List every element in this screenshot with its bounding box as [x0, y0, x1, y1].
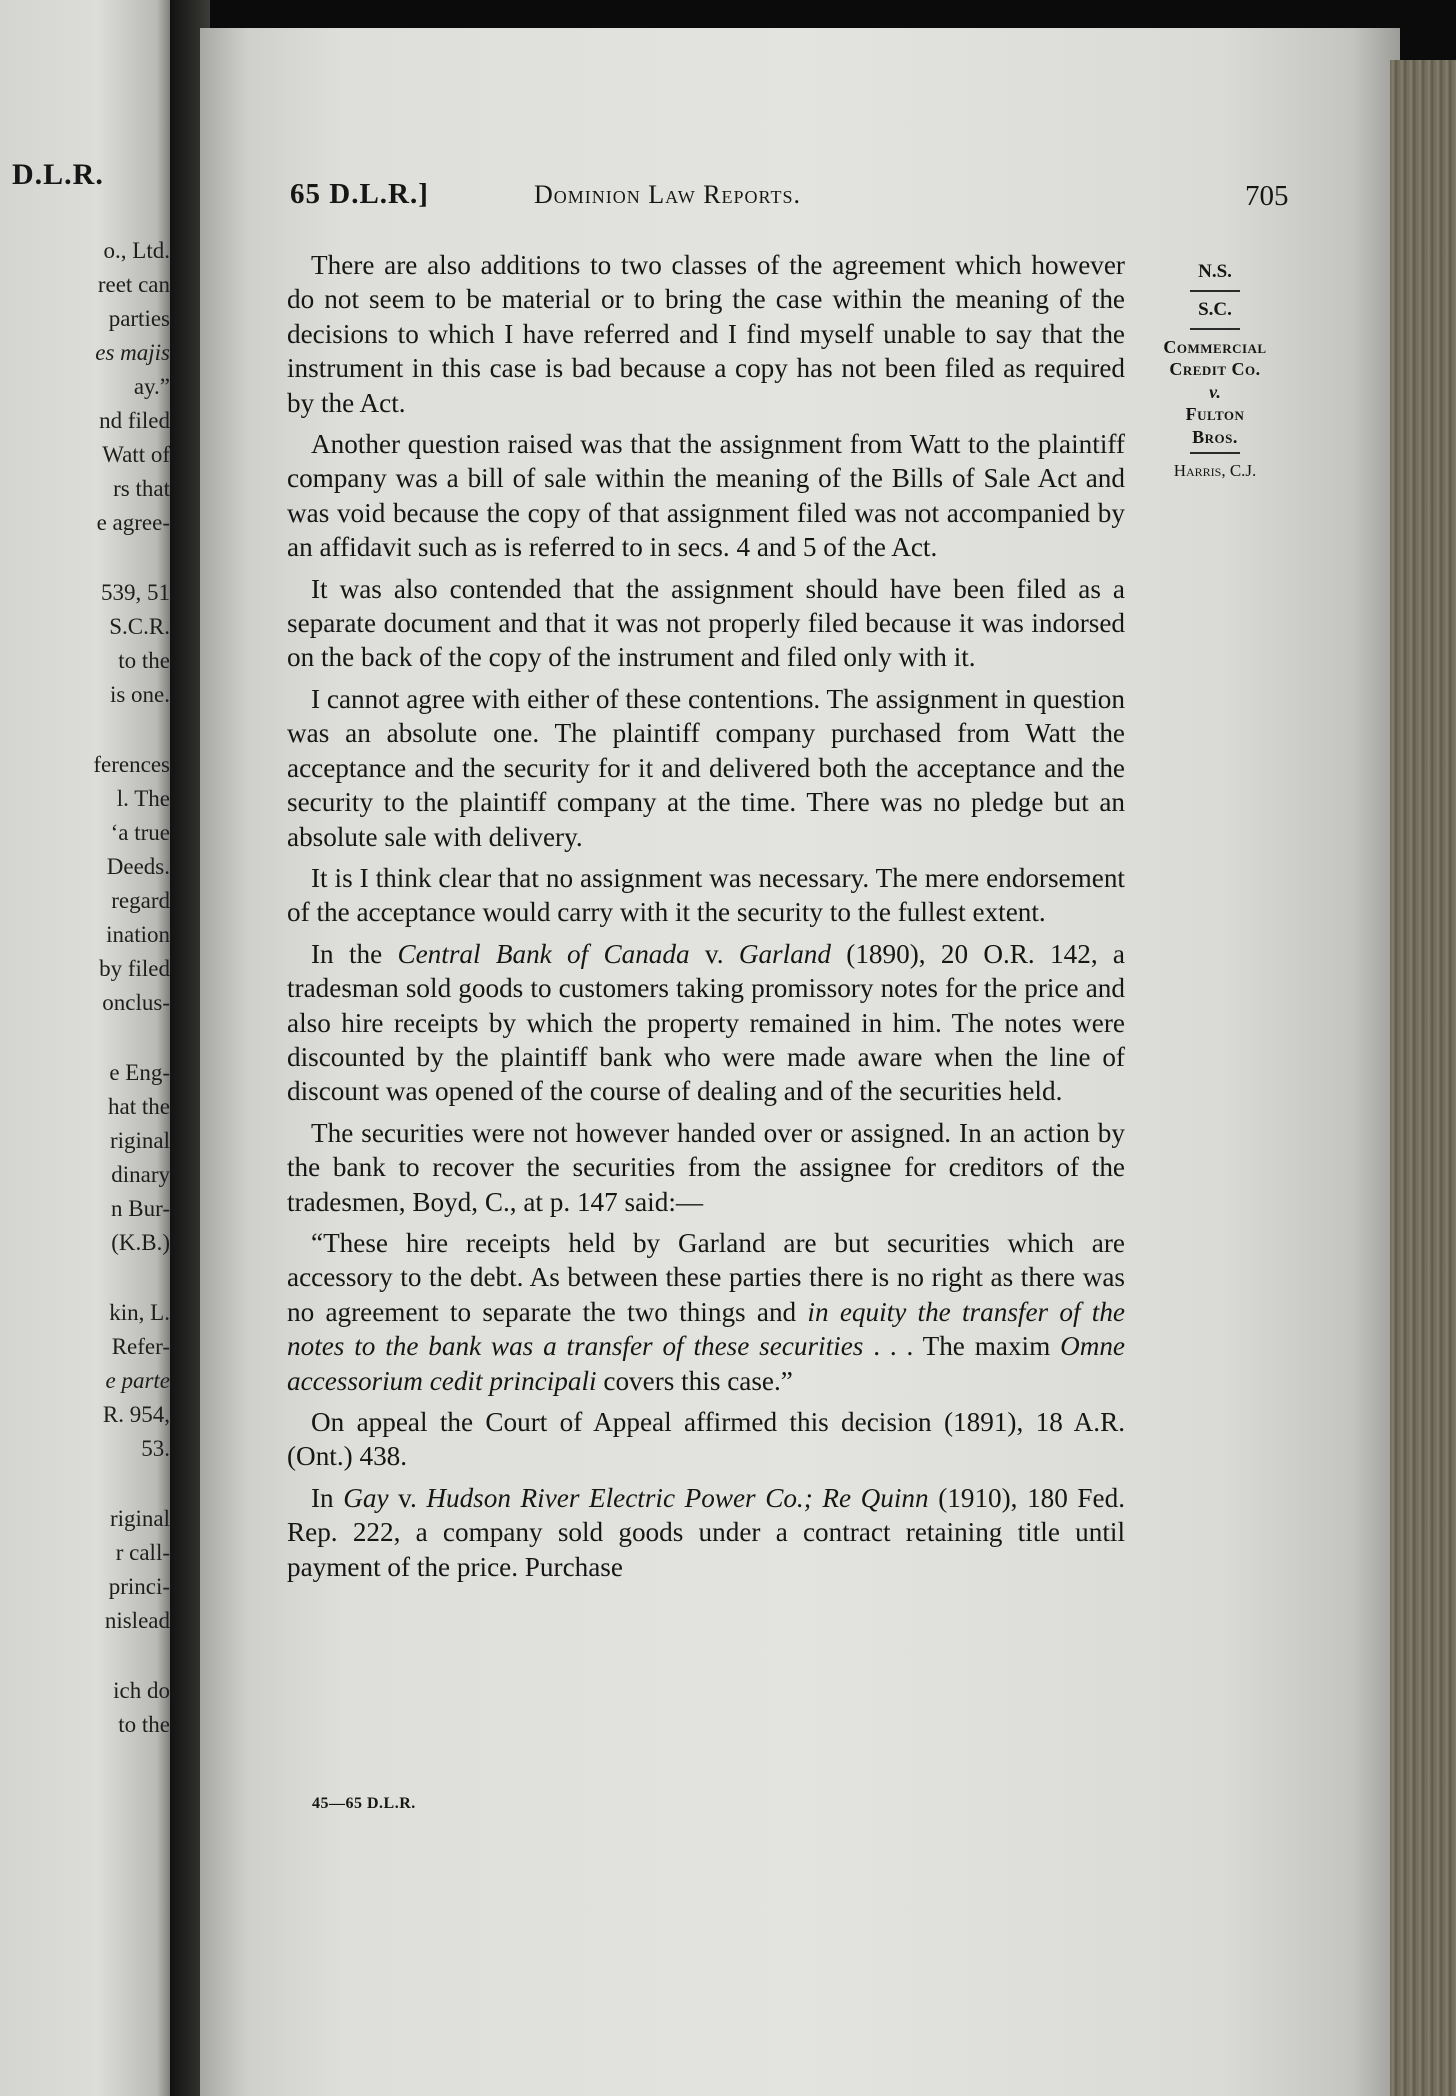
- facing-page-line: e parte: [105, 1368, 170, 1393]
- text-run: v.: [388, 1482, 427, 1513]
- text-run: In: [311, 1482, 344, 1513]
- facing-page-line: ‘a true: [110, 820, 170, 845]
- facing-page-line: kin, L.: [109, 1300, 170, 1325]
- facing-page-line: ay.”: [133, 374, 170, 399]
- journal-title: Dominion Law Reports.: [534, 180, 801, 209]
- facing-page-line: Deeds.: [106, 854, 170, 879]
- margin-rule: [1190, 290, 1240, 292]
- paragraph-3: It was also contended that the assignment should have been filed as a separate document and that it was not properly filed because it was indorsed on the back of the copy of the instrument and filed only with it.: [287, 573, 1125, 673]
- facing-page-line: o., Ltd.: [103, 238, 170, 263]
- facing-page-line: e Eng-: [109, 1060, 170, 1085]
- latin-maxim: Omne accessorium cedit principali: [287, 1331, 1125, 1396]
- facing-page-line: to the: [118, 648, 170, 673]
- text-run: . . . The maxim: [863, 1331, 1061, 1362]
- facing-page-header: D.L.R.: [12, 158, 104, 191]
- facing-page-line: parties: [108, 306, 170, 331]
- paragraph-10: [287, 1481, 1125, 1584]
- party-defendant-line-2: Bros.: [1192, 426, 1238, 447]
- case-name: Garland: [738, 938, 831, 969]
- facing-page-line: riginal: [109, 1128, 170, 1153]
- court-name: S.C.: [1198, 298, 1232, 320]
- versus: v.: [1209, 381, 1221, 402]
- paragraph-5: It is I think clear that no assignment was necessary. The mere endorsement of the acceptance would carry with it the security to the fullest extent.: [287, 862, 1125, 928]
- paragraph-2: Another question raised was that the assignment from Watt to the plaintiff company was a bill of sale within the meaning of the Bills of Sale Act and was void because the copy of that assignment filed was not accompanied by an affidavit such as is referred to in secs. 4 and 5 of the Act.: [287, 429, 1125, 563]
- facing-page-line: reet can: [97, 272, 170, 297]
- facing-page-line: ferences: [93, 752, 170, 777]
- facing-page-line: onclus-: [102, 990, 170, 1015]
- facing-page-line: n Bur-: [111, 1196, 170, 1221]
- facing-page-line: ination: [106, 922, 170, 947]
- facing-page-line: by filed: [99, 956, 170, 981]
- facing-page-line: riginal: [109, 1506, 170, 1531]
- case-name: Gay: [343, 1482, 389, 1513]
- facing-page: [0, 0, 178, 2096]
- facing-page-line: R. 954,: [102, 1402, 170, 1427]
- facing-page-line: es majis: [95, 340, 170, 365]
- paragraph-9: On appeal the Court of Appeal affirmed this decision (1891), 18 A.R. (Ont.) 438.: [287, 1407, 1125, 1472]
- signature-mark: 45—65 D.L.R.: [312, 1795, 416, 1812]
- facing-page-line: e agree-: [96, 510, 170, 535]
- italic-quote: in equity the transfer of the notes to the bank was a transfer of these securities: [287, 1296, 1125, 1362]
- page-number: 705: [1245, 180, 1289, 212]
- running-header: [290, 178, 1290, 218]
- facing-page-line: ich do: [113, 1678, 170, 1703]
- text-run: covers this case.”: [596, 1365, 793, 1396]
- paragraph-8-quotation: [287, 1226, 1125, 1398]
- facing-page-line: rs that: [113, 476, 170, 501]
- facing-page-line: nislead: [104, 1608, 170, 1633]
- text-run: “These hire receipts held by Garland are but securities which are accessory to the debt. As between these parties there is no right as there was no agreement to separate the two things and: [287, 1227, 1125, 1327]
- paragraph-1: There are also additions to two classes of the agreement which however do not seem to be material or to bring the case within the meaning of the decisions to which I have referred and I find myself unable to say that the instrument in this case is bad because a copy has not been filed as required by the Act.: [287, 250, 1125, 418]
- facing-page-line: Watt of: [102, 442, 170, 467]
- facing-page-line: to the: [118, 1712, 170, 1737]
- facing-page-line: hat the: [108, 1094, 170, 1119]
- margin-rule: [1190, 452, 1240, 454]
- facing-page-line: S.C.R.: [109, 614, 170, 639]
- facing-page-line: nd filed: [99, 408, 170, 433]
- facing-page-line: dinary: [111, 1162, 170, 1187]
- facing-page-line: Refer-: [111, 1334, 170, 1359]
- facing-page-line: 539, 51: [101, 580, 170, 605]
- text-run: (1910), 180 Fed. Rep. 222, a company sold goods under a contract retaining title until payment of the price. Purchase: [287, 1482, 1126, 1582]
- text-run: In the: [311, 938, 398, 969]
- margin-rule: [1190, 328, 1240, 330]
- judge-name: Harris, C.J.: [1173, 461, 1257, 480]
- facing-page-line: l. The: [116, 786, 170, 811]
- party-plaintiff-line-1: Commercial: [1163, 336, 1267, 357]
- judgment-body: [287, 248, 1125, 1591]
- text-run: v.: [689, 938, 739, 969]
- case-name: Central Bank of Canada: [397, 938, 690, 969]
- facing-page-line: is one.: [109, 682, 170, 707]
- facing-page-line: regard: [111, 888, 170, 913]
- facing-page-line: 53.: [141, 1436, 170, 1461]
- case-name: Hudson River Electric Power Co.; Re Quinn: [426, 1482, 929, 1513]
- text-run: (1890), 20 O.R. 142, a tradesman sold goods to customers taking promissory notes for the price and also hire receipts by which the property remained in him. The notes were discounted by the plaintiff bank who were made aware when the line of discount was opened of the course of dealing and of the securities held.: [287, 938, 1125, 1107]
- paragraph-7: The securities were not however handed over or assigned. In an action by the bank to recover the securities from the assignee for creditors of the tradesmen, Boyd, C., at p. 147 said:—: [287, 1117, 1125, 1217]
- court-province: N.S.: [1198, 261, 1232, 282]
- facing-page-line: princi-: [108, 1574, 170, 1599]
- margin-notes: [1140, 260, 1290, 481]
- volume-reference: 65 D.L.R.]: [290, 178, 429, 210]
- party-plaintiff-line-2: Credit Co.: [1169, 359, 1261, 379]
- page-edges: [1390, 60, 1456, 2096]
- facing-page-line: (K.B.): [111, 1230, 170, 1255]
- facing-page-line: r call-: [115, 1540, 170, 1565]
- paragraph-4: I cannot agree with either of these contentions. The assignment in question was an absolute one. The plaintiff company purchased from Watt the acceptance and the security for it and delivered both the acceptance and the security to the plaintiff company at the time. There was no pledge but an absolute sale with delivery.: [287, 683, 1125, 852]
- paragraph-6: [287, 937, 1125, 1109]
- party-defendant-line-1: Fulton: [1185, 404, 1245, 424]
